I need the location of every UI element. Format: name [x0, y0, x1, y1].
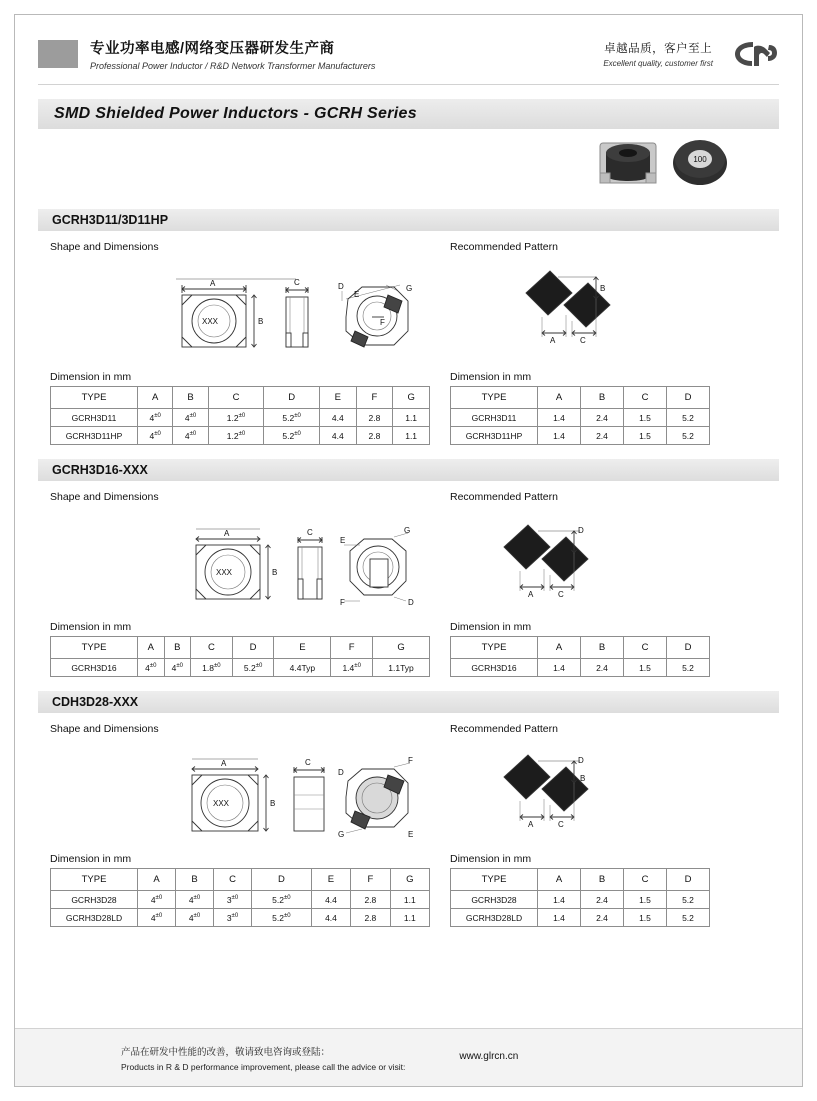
cell-c: $3^{\pm 0}$ — [214, 909, 252, 927]
svg-text:A: A — [528, 820, 534, 829]
th-a: A — [138, 869, 176, 891]
cell-b: 2.4 — [581, 891, 624, 909]
cell-a: 1.4 — [538, 409, 581, 427]
table-row — [51, 409, 430, 427]
cell-b: $4^{\pm 0}$ — [176, 909, 214, 927]
footer-note-en: Products in R & D performance improvement, please call the advice or visit: — [121, 1061, 406, 1072]
svg-text:D: D — [578, 526, 584, 535]
th-d: D — [232, 637, 274, 659]
cell-d: $5.2^{\pm 0}$ — [232, 659, 274, 677]
section-heading-text: GCRH3D11/3D11HP — [52, 213, 169, 227]
svg-text:C: C — [580, 336, 586, 345]
th-f: F — [356, 387, 393, 409]
table-row — [451, 909, 710, 927]
svg-text:F: F — [340, 598, 345, 607]
pattern-drawing-2 — [446, 505, 766, 613]
svg-text:B: B — [580, 774, 586, 783]
cell-g: 1.1 — [390, 891, 429, 909]
cell-type: GCRH3D16 — [51, 659, 138, 677]
svg-text:B: B — [270, 799, 276, 808]
th-a: A — [538, 387, 581, 409]
table-header-row — [51, 387, 430, 409]
cell-d: 5.2 — [667, 891, 710, 909]
th-e: E — [311, 869, 350, 891]
th-b: B — [581, 869, 624, 891]
cell-b: 2.4 — [581, 659, 624, 677]
th-g: G — [373, 637, 430, 659]
page-title-text: SMD Shielded Power Inductors - GCRH Series — [54, 105, 417, 122]
svg-text:C: C — [558, 590, 564, 599]
header-logo-block — [38, 40, 78, 68]
th-d: D — [667, 637, 710, 659]
th-type: TYPE — [451, 637, 538, 659]
th-b: B — [581, 387, 624, 409]
dim-label-left-2: Dimension in mm — [50, 621, 132, 633]
svg-text:A: A — [224, 529, 230, 538]
svg-text:E: E — [408, 830, 414, 839]
cell-b: 2.4 — [581, 409, 624, 427]
section-cdh3d28 — [38, 691, 779, 927]
cell-d: $5.2^{\pm 0}$ — [252, 891, 312, 909]
svg-text:A: A — [210, 279, 216, 288]
dim-label-right-3: Dimension in mm — [450, 853, 532, 865]
page-title — [38, 99, 779, 129]
cell-a: $4^{\pm 0}$ — [138, 659, 165, 677]
th-d: D — [264, 387, 320, 409]
cell-a: $4^{\pm 0}$ — [138, 409, 173, 427]
footer-url[interactable]: www.glrcn.cn — [459, 1050, 519, 1062]
cell-b: 2.4 — [581, 909, 624, 927]
cell-c: $1.2^{\pm 0}$ — [208, 409, 264, 427]
cell-f: 2.8 — [356, 427, 393, 445]
cell-c: $1.8^{\pm 0}$ — [191, 659, 233, 677]
cell-c: $1.2^{\pm 0}$ — [208, 427, 264, 445]
cell-e: 4.4 — [319, 409, 356, 427]
svg-text:C: C — [307, 528, 313, 537]
cell-d: 5.2 — [667, 427, 710, 445]
page-footer — [15, 1028, 802, 1086]
th-b: B — [176, 869, 214, 891]
cell-type: GCRH3D11 — [451, 409, 538, 427]
slogan-cn: 卓越品质，客户至上 — [604, 43, 713, 55]
cell-type: GCRH3D11HP — [451, 427, 538, 445]
pattern-table-3 — [450, 868, 710, 927]
cell-f: $1.4^{\pm 0}$ — [331, 659, 373, 677]
shape-drawing-1 — [46, 255, 442, 363]
svg-text:C: C — [305, 758, 311, 767]
pattern-label: Recommended Pattern — [450, 491, 558, 503]
cell-type: GCRH3D28LD — [51, 909, 138, 927]
th-c: C — [208, 387, 264, 409]
cell-a: 1.4 — [538, 909, 581, 927]
shape-label: Shape and Dimensions — [50, 491, 159, 503]
th-type: TYPE — [451, 869, 538, 891]
shape-drawing-3 — [46, 737, 442, 845]
product-photo-left — [598, 135, 656, 187]
dimension-table-2 — [50, 636, 430, 677]
pattern-table-1 — [450, 386, 710, 445]
svg-text:G: G — [404, 526, 411, 535]
dim-label-right-2: Dimension in mm — [450, 621, 532, 633]
cell-g: 1.1 — [393, 427, 430, 445]
table-row — [451, 409, 710, 427]
cell-g: 1.1 — [390, 909, 429, 927]
cell-d: 5.2 — [667, 659, 710, 677]
table-row — [51, 427, 430, 445]
th-c: C — [191, 637, 233, 659]
pattern-table-2 — [450, 636, 710, 677]
shape-label: Shape and Dimensions — [50, 241, 159, 253]
company-name-en: Professional Power Inductor / R&D Network Transformer Manufacturers — [90, 61, 376, 71]
th-c: C — [624, 387, 667, 409]
dimension-table-1 — [50, 386, 430, 445]
svg-text:B: B — [258, 317, 264, 326]
slogan-en: Excellent quality, customer first — [603, 59, 713, 68]
dimension-table-3 — [50, 868, 430, 927]
cell-type: GCRH3D11 — [51, 409, 138, 427]
cell-a: 1.4 — [538, 659, 581, 677]
section-gcrh3d16 — [38, 459, 779, 677]
cell-b: $4^{\pm 0}$ — [173, 409, 208, 427]
cell-type: GCRH3D28LD — [451, 909, 538, 927]
cell-c: 1.5 — [624, 891, 667, 909]
cell-g: 1.1 — [393, 409, 430, 427]
section-heading — [38, 209, 779, 231]
cell-e: 4.4 — [311, 891, 350, 909]
table-row — [51, 891, 430, 909]
th-f: F — [331, 637, 373, 659]
cell-d: 5.2 — [667, 409, 710, 427]
cell-b: $4^{\pm 0}$ — [164, 659, 191, 677]
section-gcrh3d11 — [38, 209, 779, 445]
table-header-row — [51, 869, 430, 891]
pattern-label: Recommended Pattern — [450, 723, 558, 735]
table-header-row — [451, 869, 710, 891]
cell-d: $5.2^{\pm 0}$ — [264, 409, 320, 427]
company-names — [90, 37, 375, 71]
th-c: C — [214, 869, 252, 891]
th-a: A — [138, 637, 165, 659]
svg-text:E: E — [340, 536, 346, 545]
pattern-label: Recommended Pattern — [450, 241, 558, 253]
svg-text:F: F — [380, 318, 385, 327]
cell-a: $4^{\pm 0}$ — [138, 909, 176, 927]
cell-c: $3^{\pm 0}$ — [214, 891, 252, 909]
svg-text:G: G — [406, 284, 413, 293]
table-header-row — [51, 637, 430, 659]
th-c: C — [624, 637, 667, 659]
pattern-drawing-1 — [446, 255, 766, 363]
th-type: TYPE — [51, 869, 138, 891]
cell-f: 2.8 — [351, 909, 390, 927]
cell-a: $4^{\pm 0}$ — [138, 427, 173, 445]
cell-c: 1.5 — [624, 409, 667, 427]
cell-d: 5.2 — [667, 909, 710, 927]
cell-a: $4^{\pm 0}$ — [138, 891, 176, 909]
table-header-row — [451, 387, 710, 409]
svg-text:D: D — [338, 768, 344, 777]
th-d: D — [667, 387, 710, 409]
cell-e: 4.4Typ — [274, 659, 331, 677]
cell-b: $4^{\pm 0}$ — [173, 427, 208, 445]
th-a: A — [538, 869, 581, 891]
cell-c: 1.5 — [624, 909, 667, 927]
shape-label: Shape and Dimensions — [50, 723, 159, 735]
th-type: TYPE — [51, 387, 138, 409]
section-heading — [38, 459, 779, 481]
th-b: B — [581, 637, 624, 659]
cell-c: 1.5 — [624, 659, 667, 677]
cell-d: $5.2^{\pm 0}$ — [264, 427, 320, 445]
dim-label-right-1: Dimension in mm — [450, 371, 532, 383]
cell-f: 2.8 — [351, 891, 390, 909]
svg-text:D: D — [338, 282, 344, 291]
th-d: D — [667, 869, 710, 891]
svg-text:D: D — [408, 598, 414, 607]
th-d: D — [252, 869, 312, 891]
cell-type: GCRH3D28 — [51, 891, 138, 909]
cell-e: 4.4 — [311, 909, 350, 927]
photo-label: 100 — [693, 155, 707, 164]
svg-text:G: G — [338, 830, 345, 839]
dim-label-left-3: Dimension in mm — [50, 853, 132, 865]
cell-e: 4.4 — [319, 427, 356, 445]
section-heading-text: GCRH3D16-XXX — [52, 463, 148, 477]
section-heading-text: CDH3D28-XXX — [52, 695, 139, 709]
cell-type: GCRH3D11HP — [51, 427, 138, 445]
th-b: B — [164, 637, 191, 659]
company-slogan — [603, 40, 713, 68]
cell-c: 1.5 — [624, 427, 667, 445]
cell-a: 1.4 — [538, 427, 581, 445]
th-b: B — [173, 387, 208, 409]
th-e: E — [319, 387, 356, 409]
cell-type: GCRH3D28 — [451, 891, 538, 909]
table-header-row — [451, 637, 710, 659]
table-row — [51, 909, 430, 927]
section-heading — [38, 691, 779, 713]
cell-a: 1.4 — [538, 891, 581, 909]
table-row — [451, 891, 710, 909]
cell-d: $5.2^{\pm 0}$ — [252, 909, 312, 927]
cell-b: 2.4 — [581, 427, 624, 445]
company-name-cn: 专业功率电感/网络变压器研发生产商 — [90, 41, 335, 57]
svg-text:A: A — [221, 759, 227, 768]
th-c: C — [624, 869, 667, 891]
table-row — [451, 659, 710, 677]
cell-b: $4^{\pm 0}$ — [176, 891, 214, 909]
th-f: F — [351, 869, 390, 891]
pattern-drawing-3 — [446, 737, 766, 845]
svg-text:XXX: XXX — [213, 799, 230, 808]
cell-type: GCRH3D16 — [451, 659, 538, 677]
th-g: G — [390, 869, 429, 891]
table-row — [451, 427, 710, 445]
th-a: A — [138, 387, 173, 409]
svg-text:B: B — [600, 284, 606, 293]
th-g: G — [393, 387, 430, 409]
th-type: TYPE — [51, 637, 138, 659]
th-type: TYPE — [451, 387, 538, 409]
page-header — [38, 26, 779, 85]
glr-logo — [731, 37, 779, 71]
dim-label-left-1: Dimension in mm — [50, 371, 132, 383]
svg-text:C: C — [558, 820, 564, 829]
svg-text:B: B — [272, 568, 278, 577]
cell-g: 1.1Typ — [373, 659, 430, 677]
svg-text:XXX: XXX — [216, 568, 233, 577]
footer-note-cn: 产品在研发中性能的改善，敬请致电咨询或登陆： — [121, 1046, 331, 1058]
svg-text:XXX: XXX — [202, 317, 219, 326]
cell-f: 2.8 — [356, 409, 393, 427]
product-photos — [38, 133, 779, 195]
svg-text:D: D — [578, 756, 584, 765]
svg-text:C: C — [294, 278, 300, 287]
svg-text:F: F — [408, 756, 413, 765]
th-e: E — [274, 637, 331, 659]
table-row — [51, 659, 430, 677]
th-a: A — [538, 637, 581, 659]
svg-text:A: A — [528, 590, 534, 599]
product-photo-right — [670, 135, 728, 187]
svg-text:A: A — [550, 336, 556, 345]
svg-text:E: E — [354, 290, 360, 299]
shape-drawing-2 — [46, 505, 442, 613]
